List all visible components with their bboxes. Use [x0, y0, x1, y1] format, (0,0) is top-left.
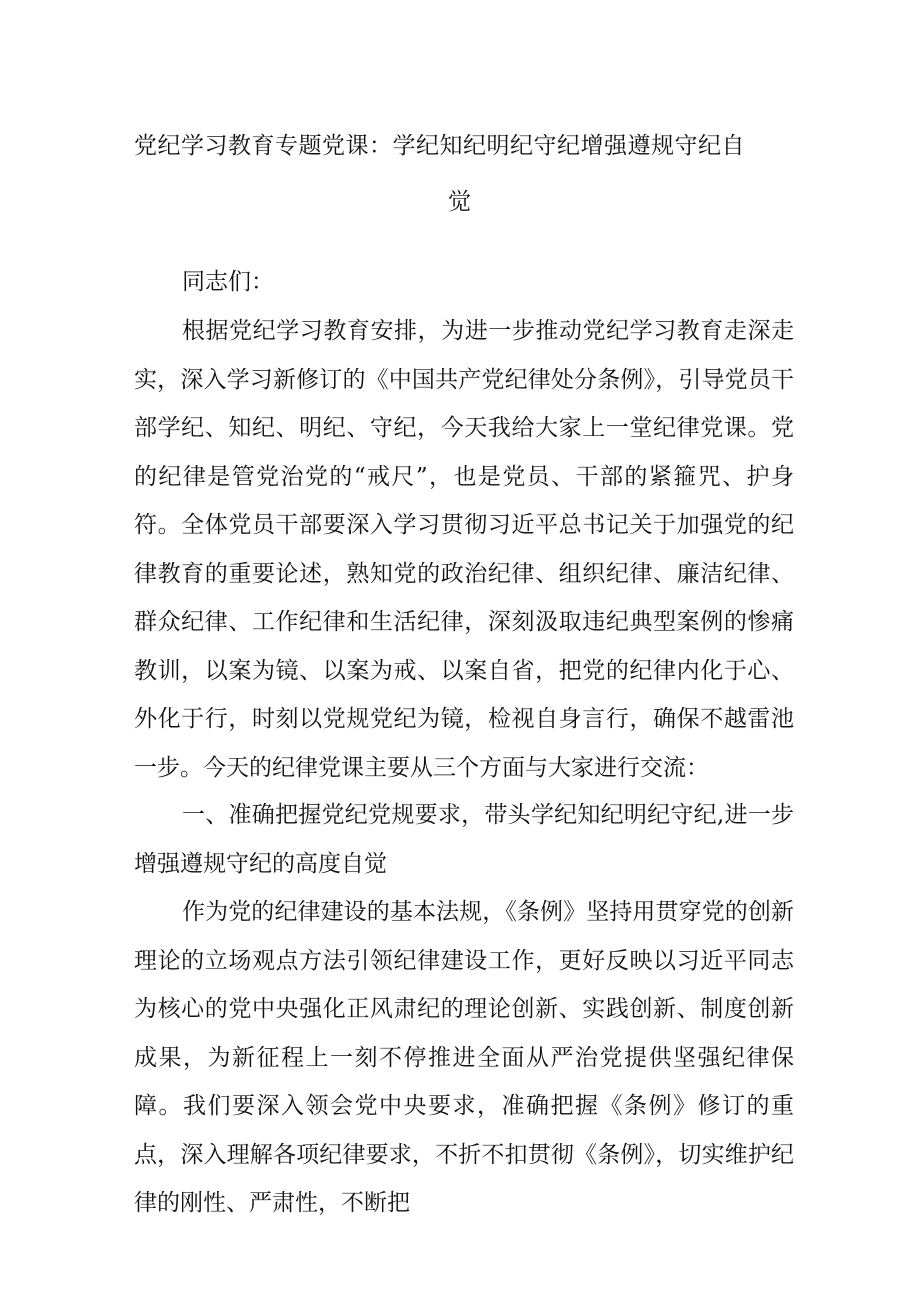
paragraph-section-1: 作为党的纪律建设的基本法规，《条例》坚持用贯穿党的创新理论的立场观点方法引领纪律建设工作，更好反映以习近平同志为核心的党中央强化正风肃纪的理论创新、实践创新、制度创新成果，为新征程上一刻不停推进全面从严治党提供坚强纪律保障。我们要深入领会党中央要求，准确把握《条例》修订的重点，深入理解各项纪律要求，不折不扣贯彻《条例》，切实维护纪律的刚性、严肃性，不断把: [134, 899, 794, 1216]
section-heading-1: 一、准确把握党纪党规要求，带头学纪知纪明纪守纪,进一步增强遵规守纪的高度自觉: [134, 802, 794, 877]
document-title-line-2: 觉: [448, 189, 471, 215]
greeting: 同志们：: [182, 269, 274, 295]
document-title-line-1: 党纪学习教育专题党课：学纪知纪明纪守纪增强遵规守纪自: [134, 133, 745, 159]
paragraph-intro: 根据党纪学习教育安排，为进一步推动党纪学习教育走深走实，深入学习新修订的《中国共产党纪律处分条例》，引导党员干部学纪、知纪、明纪、守纪，今天我给大家上一堂纪律党课。党的纪律是管党治党的“戒尺”，也是党员、干部的紧箍咒、护身符。全体党员干部要深入学习贯彻习近平总书记关于加强党的纪律教育的重要论述，熟知党的政治纪律、组织纪律、廉洁纪律、群众纪律、工作纪律和生活纪律，深刻汲取违纪典型案例的惨痛教训，以案为镜、以案为戒、以案自省，把党的纪律内化于心、外化于行，时刻以党规党纪为镜，检视自身言行，确保不越雷池一步。今天的纪律党课主要从三个方面与大家进行交流：: [134, 318, 794, 781]
